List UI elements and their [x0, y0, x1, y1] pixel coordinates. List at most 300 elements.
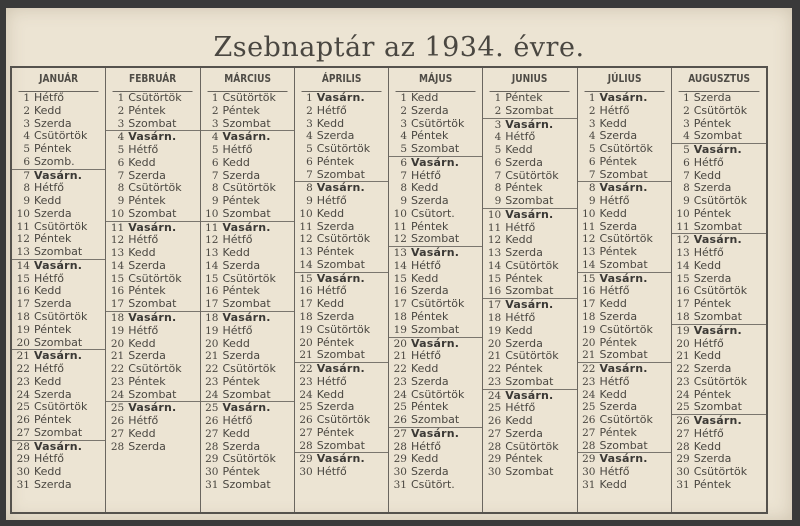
- weekday-name: Kedd: [505, 144, 533, 157]
- day-number: 26: [582, 414, 596, 427]
- day-row: [578, 105, 671, 118]
- day-row: [201, 466, 294, 479]
- weekday-name: Szombat: [693, 220, 742, 233]
- weekday-name: Péntek: [34, 233, 72, 246]
- day-number: 2: [211, 104, 219, 117]
- weekday-name: Szerda: [222, 350, 261, 363]
- day-row: [12, 208, 105, 221]
- day-row: [483, 428, 576, 441]
- day-row: [106, 285, 199, 298]
- day-row: [201, 157, 294, 170]
- day-number: 23: [110, 375, 125, 388]
- weekday-name: Vasárn.: [34, 349, 83, 363]
- day-number: 6: [400, 156, 407, 169]
- day-number: 17: [487, 299, 502, 312]
- day-number: 17: [393, 298, 407, 311]
- weekday-name: Csütörtök: [693, 104, 748, 117]
- day-number: 1: [117, 92, 125, 104]
- day-row: [12, 195, 105, 208]
- day-row: [389, 441, 482, 454]
- day-row: [12, 401, 105, 414]
- weekday-name: Szombat: [128, 207, 177, 220]
- weekday-name: Szombat: [222, 298, 271, 311]
- weekday-name: Szerda: [222, 169, 261, 182]
- day-row: [389, 156, 482, 170]
- day-number: 12: [205, 234, 219, 247]
- day-number: 6: [494, 156, 502, 169]
- day-number: 16: [299, 285, 313, 298]
- day-row: [389, 182, 482, 195]
- weekday-name: Kedd: [222, 427, 250, 440]
- day-row: [12, 221, 105, 234]
- day-number: 11: [393, 220, 407, 233]
- day-row: [295, 376, 388, 389]
- weekday-name: Szombat: [693, 401, 742, 414]
- day-row: [578, 324, 671, 337]
- weekday-name: Hétfő: [693, 337, 724, 350]
- day-row: [672, 441, 766, 454]
- day-row: [106, 260, 199, 273]
- day-row: [578, 233, 671, 246]
- day-row: [295, 156, 388, 169]
- day-number: 20: [487, 337, 502, 350]
- day-number: 17: [676, 298, 690, 311]
- day-number: 9: [494, 195, 502, 208]
- weekday-name: Szerda: [693, 272, 732, 285]
- day-row: [578, 208, 671, 221]
- day-row: [389, 479, 482, 492]
- day-number: 20: [393, 337, 407, 350]
- day-number: 25: [205, 402, 219, 415]
- day-row: [578, 479, 671, 492]
- weekday-name: Csütörtök: [599, 143, 653, 156]
- day-number: 25: [16, 401, 30, 414]
- day-row: [201, 285, 294, 298]
- day-number: 17: [205, 298, 219, 311]
- weekday-name: Kedd: [222, 156, 250, 169]
- weekday-name: Szerda: [505, 427, 543, 440]
- day-row: [106, 247, 199, 260]
- day-row: [106, 234, 199, 247]
- day-row: [12, 92, 105, 105]
- day-row: [578, 221, 671, 234]
- day-number: 6: [306, 155, 313, 168]
- weekday-name: Csütörtök: [128, 182, 182, 195]
- weekday-name: Kedd: [411, 272, 439, 285]
- day-row: [578, 466, 671, 479]
- weekday-name: Szombat: [222, 478, 271, 491]
- day-number: 5: [400, 143, 407, 156]
- weekday-name: Csütörtök: [34, 401, 88, 414]
- day-row: [672, 428, 766, 441]
- day-row: [578, 452, 671, 466]
- weekday-name: Csütörtök: [128, 363, 182, 376]
- weekday-name: Szerda: [128, 350, 166, 363]
- weekday-name: Péntek: [316, 336, 355, 349]
- weekday-name: Csütörtök: [411, 298, 465, 311]
- weekday-name: Szerda: [693, 92, 732, 104]
- day-number: 3: [683, 117, 690, 130]
- weekday-name: Szerda: [505, 337, 543, 350]
- weekday-name: Hétfő: [34, 92, 64, 104]
- weekday-name: Péntek: [693, 117, 732, 130]
- weekday-name: Csütörtök: [316, 323, 371, 336]
- weekday-name: Szombat: [316, 168, 365, 181]
- day-number: 28: [393, 440, 407, 453]
- day-row: [12, 273, 105, 286]
- month-column: [389, 68, 483, 512]
- weekday-name: Kedd: [34, 466, 62, 479]
- month-name: AUGUSZTUS: [678, 68, 759, 92]
- month-name: JANUÁR: [19, 68, 99, 92]
- day-row: [12, 130, 105, 143]
- day-number: 25: [110, 402, 125, 415]
- weekday-name: Hétfő: [693, 156, 724, 169]
- day-number: 26: [205, 415, 219, 428]
- weekday-name: Vasárn.: [599, 452, 648, 466]
- day-number: 10: [16, 207, 30, 220]
- day-number: 7: [117, 169, 125, 182]
- day-number: 19: [110, 324, 125, 337]
- day-row: [295, 414, 388, 427]
- day-row: [106, 118, 199, 131]
- month-name: FEBRUÁR: [113, 68, 193, 92]
- day-number: 31: [393, 478, 407, 491]
- weekday-name: Csütörtök: [316, 414, 371, 427]
- day-number: 5: [306, 143, 313, 156]
- day-number: 9: [306, 195, 313, 208]
- weekday-name: Kedd: [316, 207, 345, 220]
- day-row: [483, 157, 576, 170]
- day-row: [295, 195, 388, 208]
- day-number: 8: [683, 182, 690, 195]
- day-number: 13: [582, 246, 596, 259]
- weekday-name: Kedd: [693, 169, 722, 182]
- day-number: 27: [487, 427, 502, 440]
- day-number: 12: [582, 233, 596, 246]
- day-row: [12, 466, 105, 479]
- weekday-name: Péntek: [222, 104, 260, 117]
- day-row: [578, 169, 671, 182]
- weekday-name: Vasárn.: [128, 311, 177, 325]
- day-row: [672, 182, 766, 195]
- day-row: [483, 453, 576, 466]
- day-row: [106, 130, 199, 144]
- day-row: [106, 401, 199, 415]
- day-row: [483, 170, 576, 183]
- day-number: 24: [299, 388, 313, 401]
- day-number: 4: [400, 130, 407, 143]
- day-row: [389, 427, 482, 441]
- weekday-name: Hétfő: [316, 375, 347, 388]
- day-row: [295, 105, 388, 118]
- day-number: 12: [16, 233, 30, 246]
- day-row: [672, 311, 766, 324]
- weekday-name: Kedd: [411, 182, 439, 195]
- day-row: [483, 105, 576, 118]
- day-row: [389, 118, 482, 131]
- weekday-name: Szerda: [316, 311, 355, 324]
- day-number: 9: [400, 195, 407, 208]
- day-row: [483, 325, 576, 338]
- day-number: 25: [676, 401, 690, 414]
- day-number: 20: [299, 336, 313, 349]
- day-row: [672, 466, 766, 479]
- weekday-name: Szombat: [599, 258, 648, 271]
- weekday-name: Vasárn.: [316, 452, 365, 466]
- month-name: MÁJUS: [396, 68, 476, 92]
- weekday-name: Szombat: [411, 233, 460, 246]
- weekday-name: Szerda: [128, 169, 166, 182]
- day-number: 1: [494, 92, 502, 104]
- weekday-name: Csütörtök: [411, 117, 465, 130]
- calendar-grid: [10, 66, 768, 514]
- day-row: [672, 260, 766, 273]
- day-row: [201, 376, 294, 389]
- weekday-name: Péntek: [222, 466, 260, 479]
- day-number: 11: [16, 220, 30, 233]
- weekday-name: Csütörtök: [505, 259, 559, 272]
- day-number: 18: [16, 311, 30, 324]
- day-number: 4: [494, 131, 502, 144]
- day-number: 29: [205, 453, 219, 466]
- day-number: 18: [676, 311, 690, 324]
- day-row: [106, 273, 199, 286]
- day-row: [295, 427, 388, 440]
- day-row: [201, 170, 294, 183]
- day-row: [201, 144, 294, 157]
- day-row: [483, 466, 576, 479]
- day-number: 30: [205, 466, 219, 479]
- weekday-name: Szombat: [411, 143, 460, 156]
- day-row: [389, 401, 482, 414]
- weekday-name: Szombat: [34, 336, 83, 349]
- day-row: [578, 92, 671, 105]
- day-number: 13: [110, 247, 125, 260]
- day-number: 24: [582, 388, 596, 401]
- day-number: 3: [400, 117, 407, 130]
- day-row: [672, 298, 766, 311]
- day-row: [201, 182, 294, 195]
- day-row: [389, 414, 482, 427]
- day-row: [578, 427, 671, 440]
- month-column: [672, 68, 766, 512]
- day-number: 13: [676, 247, 690, 260]
- day-row: [106, 157, 199, 170]
- weekday-name: Vasárn.: [505, 388, 554, 402]
- weekday-name: Szerda: [222, 259, 261, 272]
- day-number: 30: [16, 466, 30, 479]
- day-row: [201, 130, 294, 144]
- day-number: 11: [582, 220, 596, 233]
- weekday-name: Kedd: [34, 195, 62, 208]
- day-number: 8: [400, 182, 407, 195]
- weekday-name: Hétfő: [34, 272, 64, 285]
- day-number: 16: [205, 285, 219, 298]
- weekday-name: Péntek: [693, 388, 732, 401]
- day-number: 7: [211, 169, 219, 182]
- day-number: 17: [582, 298, 596, 311]
- day-number: 17: [299, 298, 313, 311]
- day-number: 23: [582, 375, 596, 388]
- day-number: 14: [16, 259, 30, 272]
- day-row: [483, 92, 576, 105]
- day-row: [389, 170, 482, 183]
- day-number: 24: [393, 388, 407, 401]
- day-number: 1: [211, 92, 219, 104]
- day-row: [389, 143, 482, 156]
- day-number: 30: [582, 466, 596, 479]
- day-number: 6: [588, 155, 596, 168]
- day-number: 18: [487, 312, 502, 325]
- weekday-name: Szerda: [693, 453, 732, 466]
- day-row: [578, 285, 671, 298]
- day-row: [106, 376, 199, 389]
- weekday-name: Péntek: [316, 155, 355, 168]
- day-number: 29: [582, 453, 596, 466]
- day-row: [295, 272, 388, 286]
- weekday-name: Csütörtök: [222, 363, 276, 376]
- weekday-name: Vasárn.: [316, 92, 365, 104]
- weekday-name: Vasárn.: [316, 362, 365, 376]
- weekday-name: Csütörtök: [222, 92, 276, 104]
- day-row: [672, 414, 766, 428]
- day-row: [389, 221, 482, 234]
- weekday-name: Szerda: [316, 130, 355, 143]
- weekday-name: Péntek: [34, 143, 72, 156]
- day-number: 27: [299, 426, 313, 439]
- weekday-name: Péntek: [693, 478, 732, 491]
- day-row: [106, 105, 199, 118]
- day-number: 31: [582, 478, 596, 491]
- weekday-name: Vasárn.: [34, 439, 83, 453]
- month-column: [483, 68, 577, 512]
- day-row: [201, 105, 294, 118]
- day-row: [389, 195, 482, 208]
- day-row: [389, 246, 482, 260]
- day-number: 31: [676, 478, 690, 491]
- weekday-name: Péntek: [693, 207, 732, 220]
- day-number: 4: [306, 130, 313, 143]
- day-row: [106, 415, 199, 428]
- page-title: Zsebnaptár az 1934. évre.: [213, 32, 585, 63]
- weekday-name: Vasárn.: [316, 271, 365, 285]
- day-number: 29: [393, 453, 407, 466]
- day-row: [295, 324, 388, 337]
- day-row: [295, 169, 388, 182]
- weekday-name: Vasárn.: [693, 414, 742, 428]
- day-row: [578, 272, 671, 286]
- day-number: 4: [23, 130, 30, 143]
- weekday-name: Péntek: [599, 426, 637, 439]
- weekday-name: Péntek: [34, 323, 72, 336]
- day-row: [389, 260, 482, 273]
- day-row: [295, 118, 388, 131]
- month-name: ÁPRILIS: [301, 68, 381, 92]
- day-number: 22: [676, 363, 690, 376]
- day-row: [672, 105, 766, 118]
- weekday-name: Szombat: [222, 207, 271, 220]
- weekday-name: Péntek: [599, 155, 637, 168]
- day-number: 18: [205, 312, 219, 325]
- month-column: [106, 68, 200, 512]
- day-row: [578, 376, 671, 389]
- weekday-name: Szomb.: [34, 155, 75, 168]
- day-row: [12, 285, 105, 298]
- day-row: [295, 298, 388, 311]
- weekday-name: Csütörtök: [599, 414, 653, 427]
- weekday-name: Péntek: [222, 195, 260, 208]
- weekday-name: Kedd: [222, 337, 250, 350]
- day-row: [12, 298, 105, 311]
- weekday-name: Péntek: [222, 375, 260, 388]
- day-number: 6: [23, 155, 30, 168]
- day-number: 23: [676, 375, 690, 388]
- weekday-name: Vasárn.: [411, 426, 460, 440]
- weekday-name: Hétfő: [222, 144, 253, 157]
- weekday-name: Hétfő: [128, 324, 159, 337]
- day-row: [295, 233, 388, 246]
- weekday-name: Csütörtök: [316, 143, 371, 156]
- day-number: 31: [205, 478, 219, 491]
- weekday-name: Péntek: [128, 195, 166, 208]
- day-number: 18: [299, 311, 313, 324]
- day-number: 26: [110, 415, 125, 428]
- day-row: [483, 144, 576, 157]
- weekday-name: Hétfő: [34, 453, 64, 466]
- weekday-name: Csütörtök: [222, 182, 276, 195]
- weekday-name: Szombat: [128, 298, 177, 311]
- weekday-name: Kedd: [34, 375, 62, 388]
- day-number: 13: [487, 247, 502, 260]
- day-number: 21: [582, 349, 596, 362]
- day-row: [295, 440, 388, 453]
- weekday-name: Hétfő: [316, 195, 347, 208]
- weekday-name: Hétfő: [599, 466, 630, 479]
- day-row: [578, 143, 671, 156]
- weekday-name: Szombat: [693, 311, 742, 324]
- day-number: 7: [400, 169, 407, 182]
- day-row: [201, 260, 294, 273]
- day-number: 24: [487, 389, 502, 402]
- day-row: [389, 389, 482, 402]
- weekday-name: Szombat: [505, 285, 554, 298]
- day-row: [12, 349, 105, 363]
- day-number: 21: [205, 350, 219, 363]
- day-row: [201, 338, 294, 351]
- weekday-name: Szombat: [316, 349, 365, 362]
- day-row: [201, 363, 294, 376]
- weekday-name: Péntek: [411, 130, 449, 143]
- day-number: 14: [299, 258, 313, 271]
- weekday-name: Hétfő: [599, 285, 630, 298]
- weekday-name: Hétfő: [128, 144, 159, 157]
- day-row: [295, 259, 388, 272]
- weekday-name: Hétfő: [599, 195, 630, 208]
- day-number: 4: [683, 130, 690, 143]
- weekday-name: Szerda: [34, 388, 72, 401]
- day-row: [578, 156, 671, 169]
- day-number: 30: [676, 466, 690, 479]
- weekday-name: Hétfő: [128, 234, 159, 247]
- weekday-name: Kedd: [128, 427, 156, 440]
- day-number: 27: [205, 427, 219, 440]
- day-number: 7: [306, 168, 313, 181]
- weekday-name: Vasárn.: [505, 117, 554, 131]
- day-number: 7: [683, 169, 690, 182]
- day-row: [389, 285, 482, 298]
- day-number: 24: [110, 388, 125, 401]
